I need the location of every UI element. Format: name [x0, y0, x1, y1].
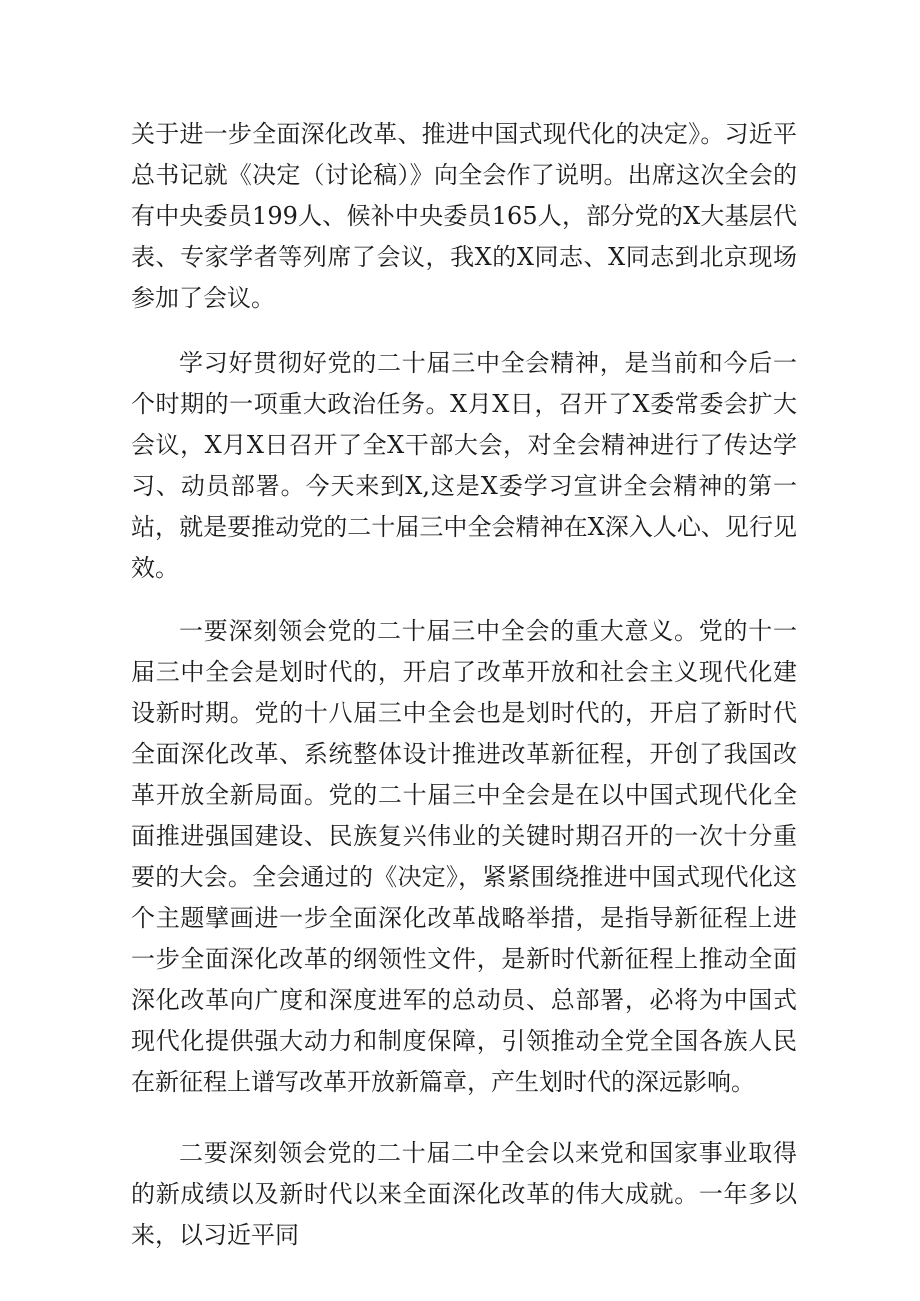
- paragraph-2: 学习好贯彻好党的二十届三中全会精神，是当前和今后一个时期的一项重大政治任务。X月X日，召开了X委常委会扩大会议，X月X日召开了全X干部大会，对全会精神进行了传达学习、动员部署。今天来到X,这是X委学习宣讲全会精神的第一站，就是要推动党的二十届三中全会精神在X深入人心、见行见效。: [131, 349, 797, 582]
- document-body: [131, 114, 797, 1256]
- paragraph-1: 关于进一步全面深化改革、推进中国式现代化的决定》。习近平总书记就《决定（讨论稿）》向全会作了说明。出席这次全会的有中央委员199人、候补中央委员165人，部分党的X大基层代表、专家学者等列席了会议，我X的X同志、X同志到北京现场参加了会议。: [131, 120, 797, 312]
- paragraph-4: 二要深刻领会党的二十届二中全会以来党和国家事业取得的新成绩以及新时代以来全面深化改革的伟大成就。一年多以来，以习近平同: [131, 1139, 797, 1249]
- paragraph-3: 一要深刻领会党的二十届三中全会的重大意义。党的十一届三中全会是划时代的，开启了改革开放和社会主义现代化建设新时期。党的十八届三中全会也是划时代的，开启了新时代全面深化改革、系统整体设计推进改革新征程，开创了我国改革开放全新局面。党的二十届三中全会是在以中国式现代化全面推进强国建设、民族复兴伟业的关键时期召开的一次十分重要的大会。全会通过的《决定》，紧紧围绕推进中国式现代化这个主题擘画进一步全面深化改革战略举措，是指导新征程上进一步全面深化改革的纲领性文件，是新时代新征程上推动全面深化改革向广度和深度进军的总动员、总部署，必将为中国式现代化提供强大动力和制度保障，引领推动全党全国各族人民在新征程上谱写改革开放新篇章，产生划时代的深远影响。: [131, 617, 797, 1096]
